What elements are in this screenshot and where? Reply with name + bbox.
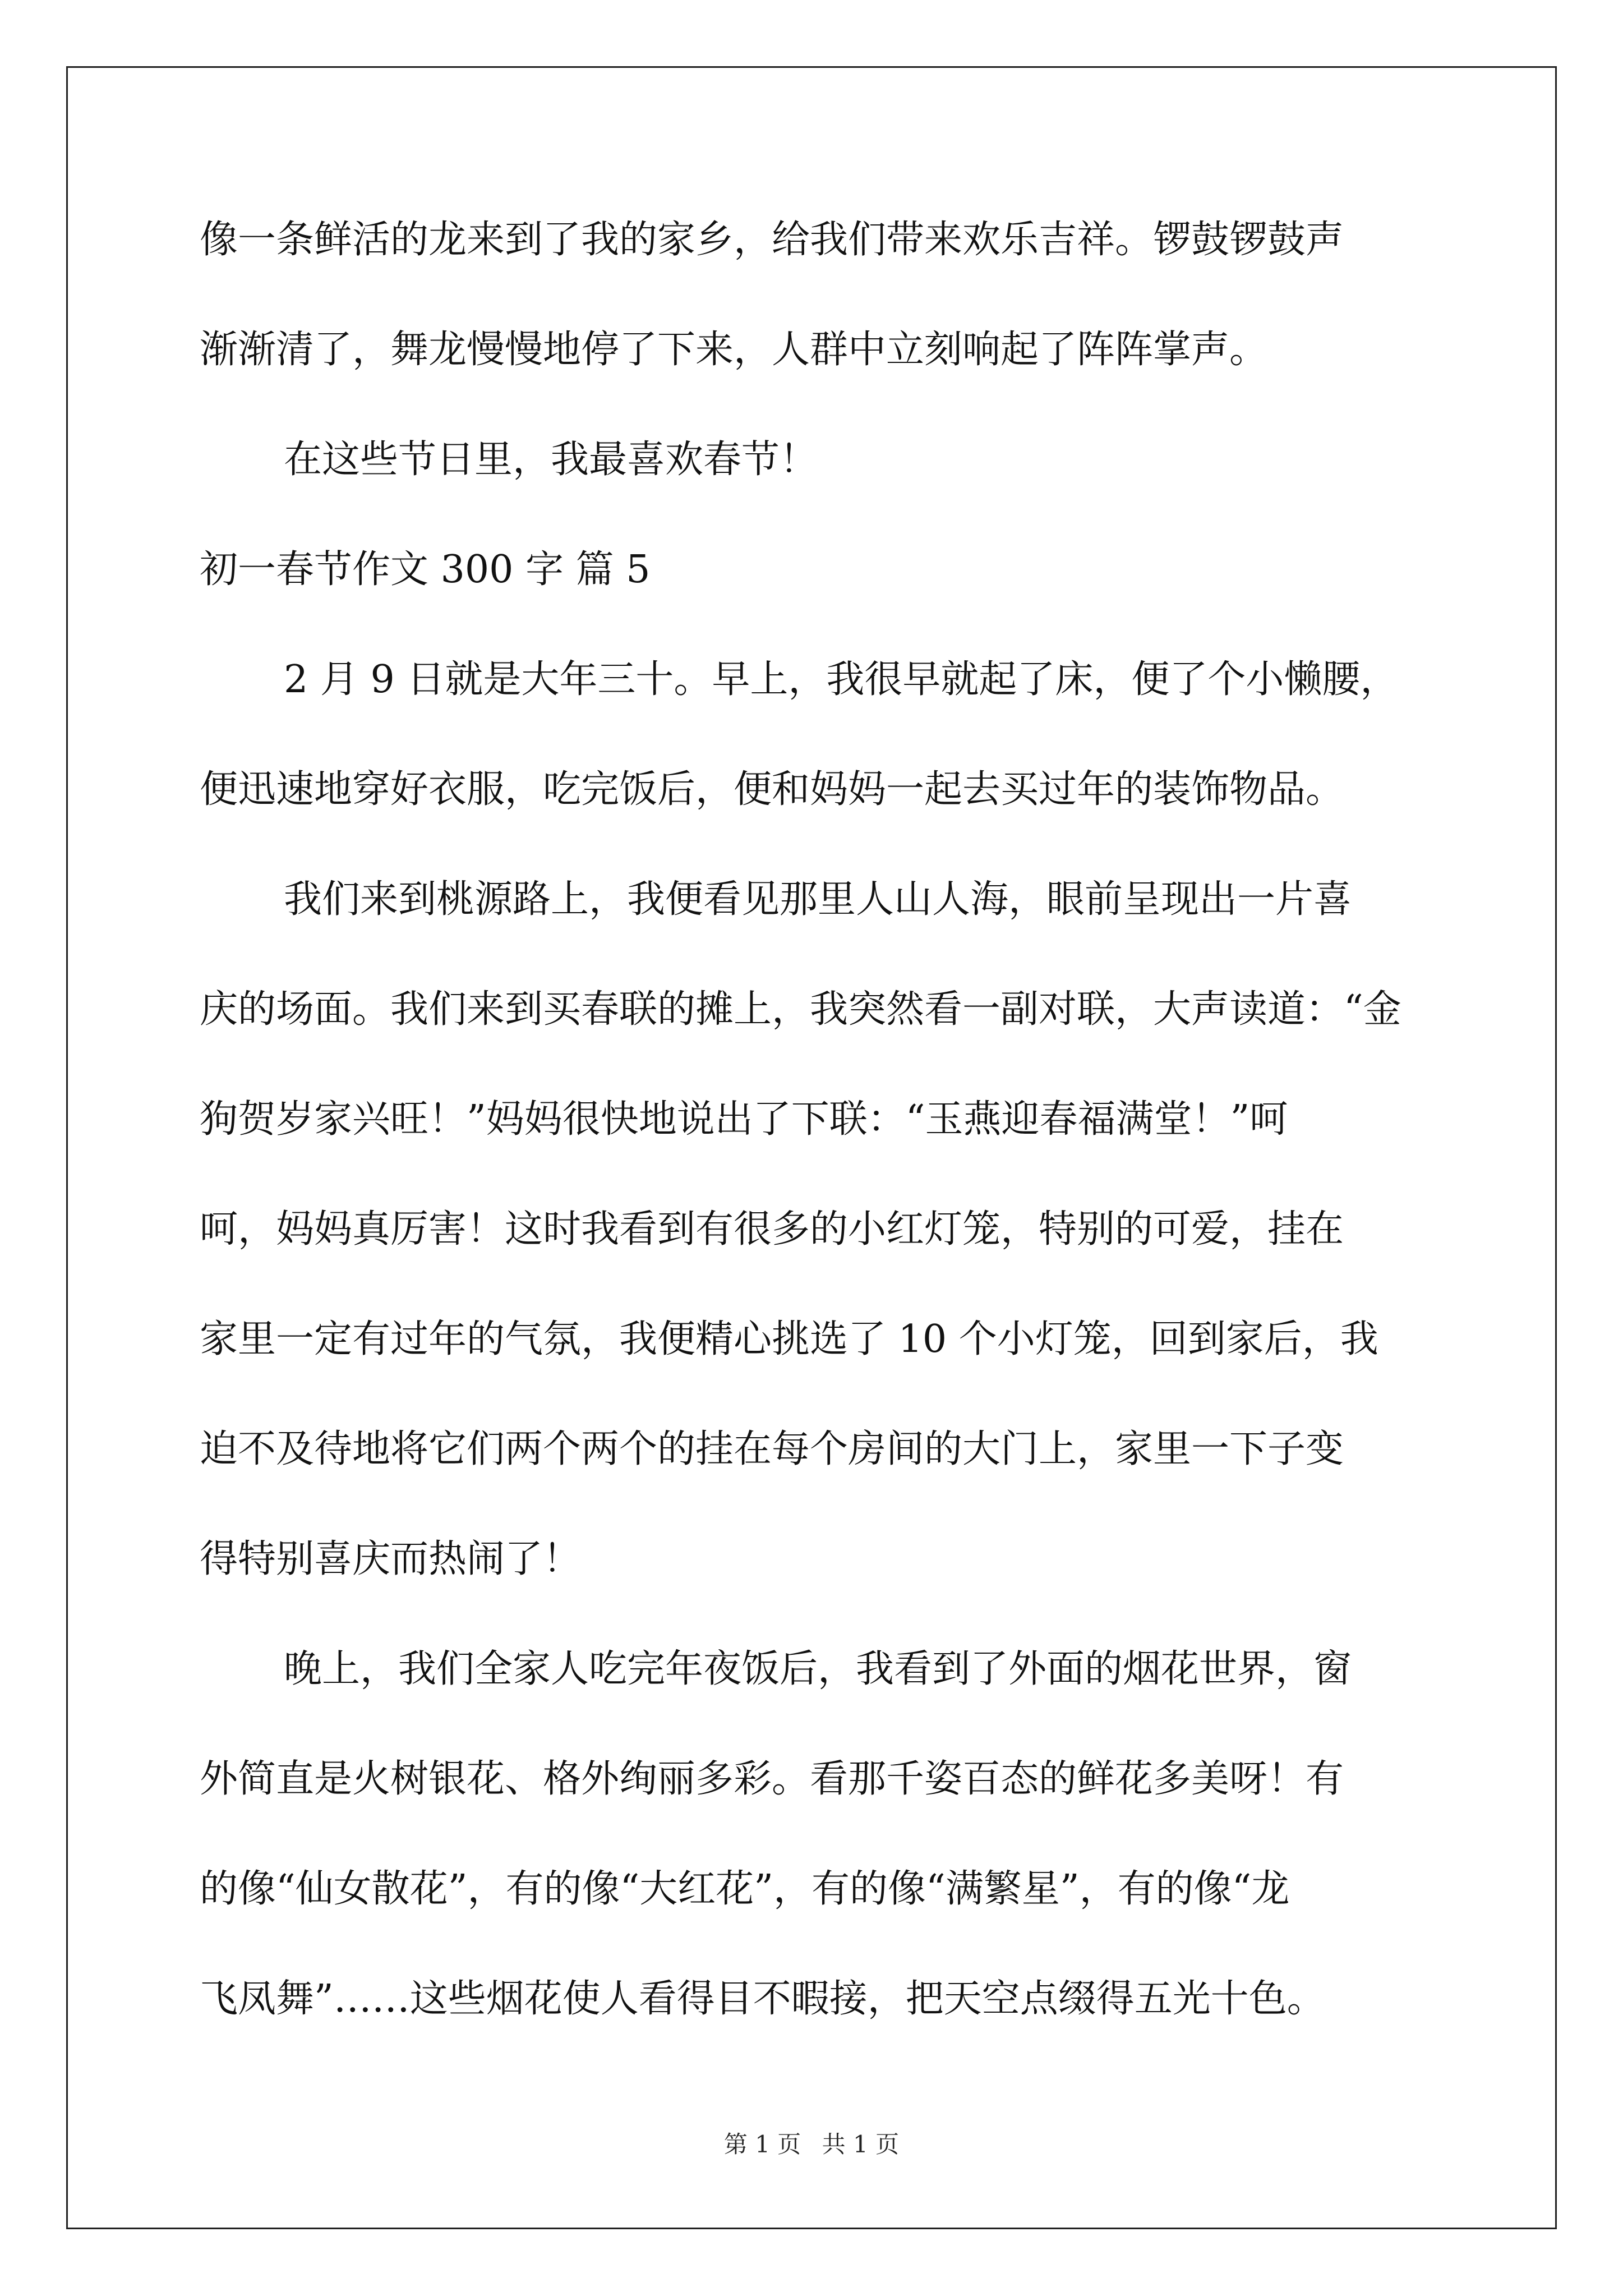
text-line-9: 狗贺岁家兴旺！”妈妈很快地说出了下联：“玉燕迎春福满堂！”呵 (200, 1097, 1288, 1142)
text-line-7: 我们来到桃源路上，我便看见那里人山人海，眼前呈现出一片喜 (284, 877, 1352, 922)
text-line-13: 得特别喜庆而热闹了！ (200, 1537, 582, 1581)
text-line-2: 渐渐清了，舞龙慢慢地停了下来，人群中立刻响起了阵阵掌声。 (200, 328, 1268, 372)
text-line-17: 飞凤舞”……这些烟花使人看得目不暇接，把天空点缀得五光十色。 (200, 1977, 1325, 2021)
page-number: 第 1 页 (723, 2131, 801, 2158)
text-line-11: 家里一定有过年的气氛，我便精心挑选了 10 个小灯笼，回到家后，我 (200, 1317, 1378, 1361)
text-line-3: 在这些节日里，我最喜欢春节！ (284, 438, 818, 482)
text-line-1: 像一条鲜活的龙来到了我的家乡，给我们带来欢乐吉祥。锣鼓锣鼓声 (200, 218, 1344, 262)
document-body (200, 185, 1439, 2054)
text-line-5: 2 月 9 日就是大年三十。早上，我很早就起了床，便了个小懒腰， (284, 657, 1399, 702)
section-heading: 初一春节作文 300 字 篇 5 (200, 547, 651, 592)
text-line-6: 便迅速地穿好衣服，吃完饭后，便和妈妈一起去买过年的装饰物品。 (200, 767, 1344, 812)
page-total: 共 1 页 (822, 2131, 900, 2158)
text-line-12: 迫不及待地将它们两个两个的挂在每个房间的大门上，家里一下子变 (200, 1427, 1344, 1471)
page-footer (0, 2126, 1623, 2160)
text-line-16: 的像“仙女散花”，有的像“大红花”，有的像“满繁星”，有的像“龙 (200, 1867, 1290, 1911)
text-line-10: 呵，妈妈真厉害！这时我看到有很多的小红灯笼，特别的可爱，挂在 (200, 1207, 1344, 1251)
text-line-8: 庆的场面。我们来到买春联的摊上，我突然看一副对联，大声读道：“金 (200, 987, 1401, 1032)
text-line-14: 晚上，我们全家人吃完年夜饭后，我看到了外面的烟花世界，窗 (284, 1647, 1352, 1691)
text-line-15: 外简直是火树银花、格外绚丽多彩。看那千姿百态的鲜花多美呀！有 (200, 1757, 1344, 1801)
